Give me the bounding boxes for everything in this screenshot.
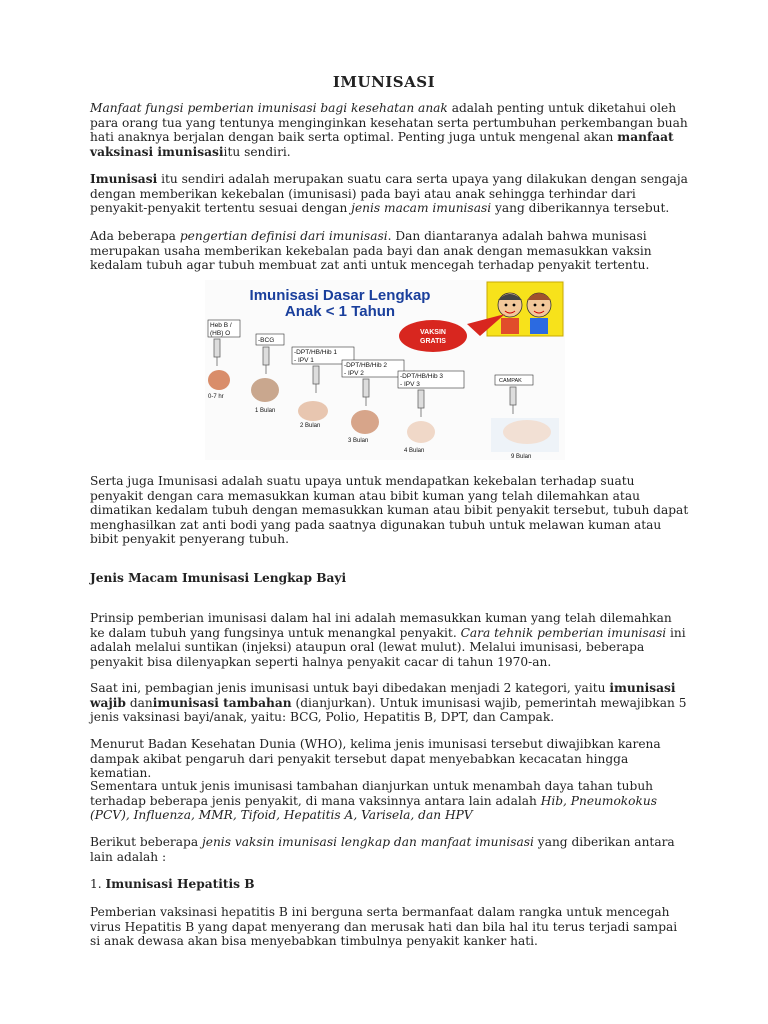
age-label: 1 Bulan — [255, 408, 276, 414]
tambahan-emphasis: Hib, Pneumokokus (PCV), Influenza, MMR, Tifoid, Hepatitis A, Varisela, dan HPV — [90, 793, 658, 823]
definition-strong: Imunisasi — [90, 172, 158, 186]
intro-text: adalah penting untuk diketahui oleh para orang tua yang tentunya menginginkan kesehatan serta pertumbuhan perkembangan buah hati anaknya berjalan dengan baik serta optimal. Penting juga untuk mengenal akan — [90, 101, 688, 145]
badge-line-1: VAKSIN — [420, 329, 446, 336]
vaccine-label: - IPV 3 — [400, 381, 420, 388]
vaccine-label: (HB) O — [210, 330, 231, 337]
kategori-text: Saat ini, pembagian jenis imunisasi untuk bayi dibedakan menjadi 2 kategori, yaitu — [90, 681, 610, 695]
berikut-text: Berikut beberapa — [90, 835, 202, 849]
vaccine-label: -DPT/HB/Hib 3 — [400, 373, 443, 380]
paragraph-berikut — [90, 835, 690, 864]
kategori-text-dan: dan — [125, 695, 153, 710]
intro-text-end: itu sendiri. — [223, 144, 291, 159]
vaccine-label: Heb B / — [210, 322, 232, 329]
paragraph-who: Menurut Badan Kesehatan Dunia (WHO), kelima jenis imunisasi tersebut diwajibkan karena dampak akibat pengaruh dari penyakit tersebut dapat menyebabkan kecacatan hingga kematian. — [90, 737, 661, 781]
age-label: 9 Bulan — [511, 454, 532, 460]
heading-text: Imunisasi Hepatitis B — [105, 877, 255, 891]
vaccine-label: -DPT/HB/Hib 2 — [344, 362, 387, 369]
baby-icon — [208, 370, 230, 390]
paragraph-upaya: Serta juga Imunisasi adalah suatu upaya untuk mendapatkan kekebalan terhadap suatu penyakit dengan cara memasukkan kuman atau bibit kuman yang telah dilemahkan atau dimatikan kedalam tubuh dengan memasukkan kuman atau bibit penyakit tersebut, tubuh dapat menghasilkan zat anti bodi yang pada saatnya digunakan tubuh untuk melawan kuman atau bibit penyakit penyerang tubuh. — [90, 474, 689, 547]
baby-icon — [407, 421, 435, 443]
heading-number: 1. — [90, 877, 106, 891]
prinsip-text-end: ini adalah melalui suntikan (injeksi) ataupun oral (lewat mulut). Melalui imunisasi, beberapa penyakit bisa dilenyapkan seperti halnya penyakit cacar di tahun 1970-an. — [90, 625, 686, 669]
cartoon-kids-icon — [487, 282, 563, 336]
kategori-text-end: (dianjurkan). Untuk imunisasi wajib, pemerintah mewajibkan 5 jenis vaksinasi bayi/anak, yaitu: BCG, Polio, Hepatitis B, DPT, dan Campak. — [90, 695, 687, 725]
definition-emphasis: jenis macam imunisasi — [351, 201, 492, 216]
kategori-strong-tambahan: imunisasi tambahan — [152, 695, 292, 710]
paragraph-intro — [90, 101, 690, 159]
definition-text: itu sendiri adalah merupakan suatu cara serta upaya yang dilakukan dengan sengaja dengan memberikan kekebalan (imunisasi) pada bayi atau anak sehingga terhindar dari penyakit-penyakit tertentu sesuai dengan — [90, 172, 688, 216]
document-title: IMUNISASI — [332, 73, 436, 91]
vaccine-label: -DPT/HB/Hib 1 — [294, 349, 337, 356]
figure-heading-2: Anak < 1 Tahun — [284, 303, 396, 320]
age-label: 4 Bulan — [404, 448, 425, 454]
pengertian-text-end: . Dan diantaranya adalah bahwa munisasi merupakan usaha memberikan kekebalan pada bayi dan anak dengan memasukkan vaksin kedalam tubuh agar tubuh membuat zat anti untuk mencegah terhadap penyakit tertentu. — [90, 229, 652, 273]
baby-icon — [351, 410, 379, 434]
figure-heading-1: Imunisasi Dasar Lengkap — [249, 287, 431, 304]
baby-icon — [298, 401, 328, 421]
paragraph-prinsip — [90, 611, 690, 669]
prinsip-text: Prinsip pemberian imunisasi dalam hal ini adalah memasukkan kuman yang telah dilemahkan ke dalam tubuh yang fungsinya untuk menangkal penyakit. — [90, 611, 672, 640]
vaccine-label: -BCG — [258, 337, 275, 344]
baby-icon — [251, 378, 279, 402]
paragraph-hepatitis: Pemberian vaksinasi hepatitis B ini berguna serta bermanfaat dalam rangka untuk mencegah virus Hepatitis B yang dapat menyerang dan merusak hati dan bila hal itu terus terjadi sampai si anak dewasa akan bisa menyebabkan timbulnya penyakit kanker hati. — [90, 905, 678, 949]
berikut-emphasis: jenis vaksin imunisasi lengkap dan manfaat imunisasi — [201, 835, 534, 849]
badge-line-2: GRATIS — [420, 338, 446, 345]
immunization-schedule-image — [205, 280, 565, 460]
intro-strong: manfaat vaksinasi imunisasi — [90, 130, 674, 159]
paragraph-pengertian — [90, 229, 690, 273]
schedule-illustration — [205, 280, 565, 460]
intro-emphasis: Manfaat fungsi pemberian imunisasi bagi kesehatan anak — [90, 101, 448, 115]
age-label: 0-7 hr — [208, 394, 224, 400]
vaccine-label: - IPV 1 — [294, 357, 314, 364]
pengertian-emphasis: pengertian definisi dari imunisasi — [179, 229, 388, 243]
pengertian-text: Ada beberapa — [90, 229, 180, 243]
paragraph-definition — [90, 172, 690, 216]
berikut-text-end: yang diberikan antara lain adalah : — [90, 835, 675, 864]
definition-text-end: yang diberikannya tersebut. — [491, 201, 670, 216]
age-label: 2 Bulan — [300, 423, 321, 429]
paragraph-tambahan — [90, 779, 690, 823]
vaccine-label: - IPV 2 — [344, 370, 364, 377]
tambahan-text: Sementara untuk jenis imunisasi tambahan dianjurkan untuk menambah daya tahan tubuh terhadap beberapa jenis penyakit, di mana vaksinnya antara lain adalah — [90, 779, 654, 808]
age-label: 3 Bulan — [348, 438, 369, 444]
prinsip-emphasis: Cara tehnik pemberian imunisasi — [460, 625, 667, 640]
section-heading-hepatitis — [90, 877, 690, 892]
section-heading-jenis: Jenis Macam Imunisasi Lengkap Bayi — [90, 571, 347, 585]
kategori-strong-wajib: imunisasi wajib — [90, 681, 676, 710]
vaccine-label: CAMPAK — [499, 378, 522, 384]
paragraph-kategori — [90, 681, 690, 725]
